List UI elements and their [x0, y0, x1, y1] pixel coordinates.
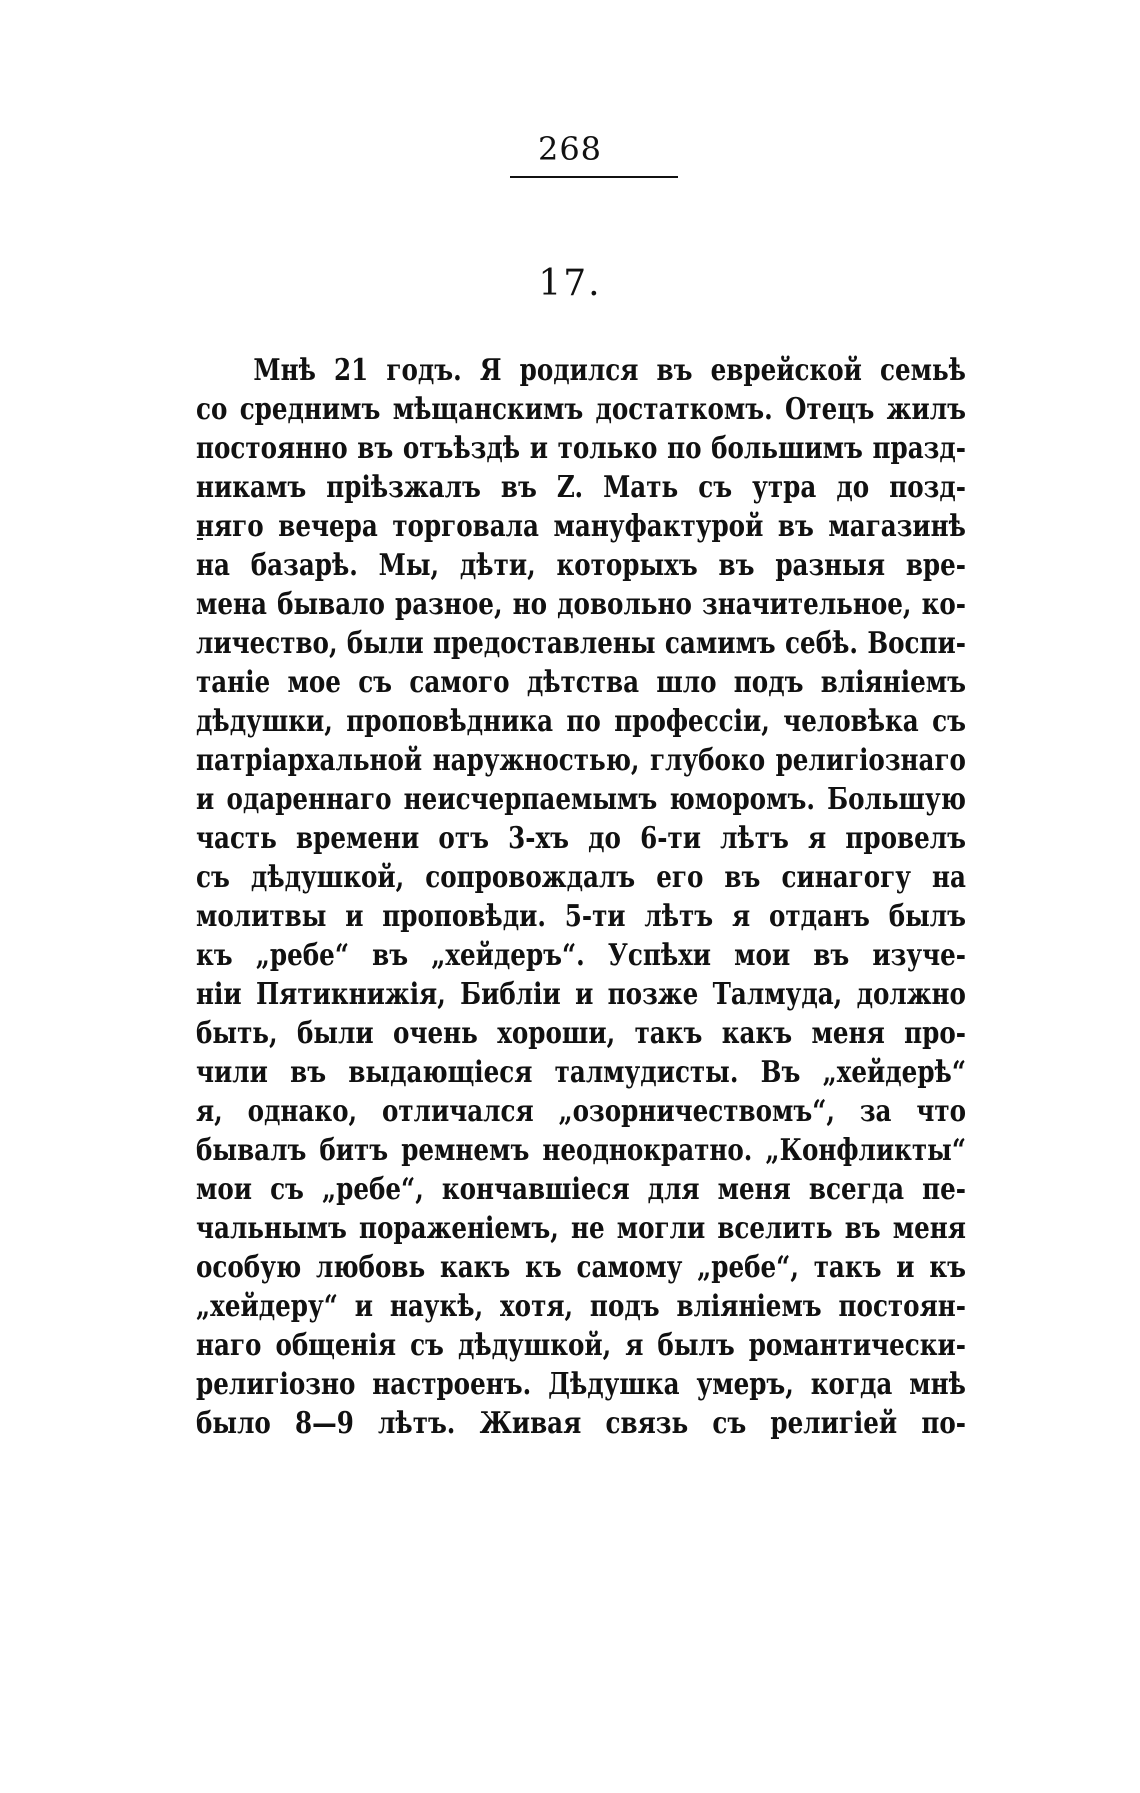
text-line: таніе мое съ самого дѣтства шло подъ вліяніемъ — [196, 665, 966, 700]
text-line: и одареннаго неисчерпаемымъ юморомъ. Большую — [196, 782, 966, 817]
body-text — [196, 351, 966, 1443]
text-line: къ „ребе“ въ „хейдеръ“. Успѣхи мои въ изуче- — [196, 938, 966, 973]
text-line: „хейдеру“ и наукѣ, хотя, подъ вліяніемъ постоян- — [196, 1289, 966, 1324]
text-line: съ дѣдушкой, сопровождалъ его въ синагогу на — [196, 860, 966, 895]
text-line: ніи Пятикнижія, Библіи и позже Талмуда, должно — [196, 977, 966, 1012]
section-number: 17. — [538, 263, 602, 304]
text-line: Мнѣ 21 годъ. Я родился въ еврейской семьѣ — [253, 353, 966, 388]
text-line: дѣдушки, проповѣдника по профессіи, человѣка съ — [196, 704, 966, 739]
text-line: часть времени отъ 3-хъ до 6-ти лѣтъ я провелъ — [196, 821, 966, 856]
header-rule — [510, 176, 678, 178]
text-line: на базарѣ. Мы, дѣти, которыхъ въ разныя вре- — [196, 548, 966, 583]
text-line: мена бывало разное, но довольно значительное, ко- — [196, 587, 966, 622]
text-line: никамъ пріѣзжалъ въ Z. Мать съ утра до позд- — [196, 470, 966, 505]
text-line: постоянно въ отъѣздѣ и только по большимъ празд- — [196, 431, 966, 466]
text-line: чальнымъ пораженіемъ, не могли вселить въ меня — [196, 1211, 966, 1246]
text-line: быть, были очень хороши, такъ какъ меня про- — [196, 1016, 966, 1051]
text-line: наго общенія съ дѣдушкой, я былъ романтически- — [196, 1328, 966, 1363]
text-line: молитвы и проповѣди. 5-ти лѣтъ я отданъ былъ — [196, 899, 966, 934]
text-line: мои съ „ребе“, кончавшіеся для меня всегда пе- — [196, 1172, 966, 1207]
text-line: со среднимъ мѣщанскимъ достаткомъ. Отецъ жилъ — [196, 392, 966, 427]
text-line: было 8—9 лѣтъ. Живая связь съ религіей по- — [196, 1406, 966, 1441]
text-line: я, однако, отличался „озорничествомъ“, за что — [196, 1094, 966, 1129]
page-number: 268 — [537, 130, 603, 168]
text-line: чили въ выдающіеся талмудисты. Въ „хейдерѣ“ — [196, 1055, 966, 1090]
text-line: няго вечера торговала мануфактурой въ магазинѣ — [196, 509, 966, 544]
text-line: религіозно настроенъ. Дѣдушка умеръ, когда мнѣ — [196, 1367, 966, 1402]
text-line: особую любовь какъ къ самому „ребе“, такъ и къ — [196, 1250, 966, 1285]
text-line: патріархальной наружностью, глубоко религіознаго — [196, 743, 966, 778]
text-line: бывалъ битъ ремнемъ неоднократно. „Конфликты“ — [196, 1133, 966, 1168]
text-line: личество, были предоставлены самимъ себѣ. Воспи- — [196, 626, 966, 661]
